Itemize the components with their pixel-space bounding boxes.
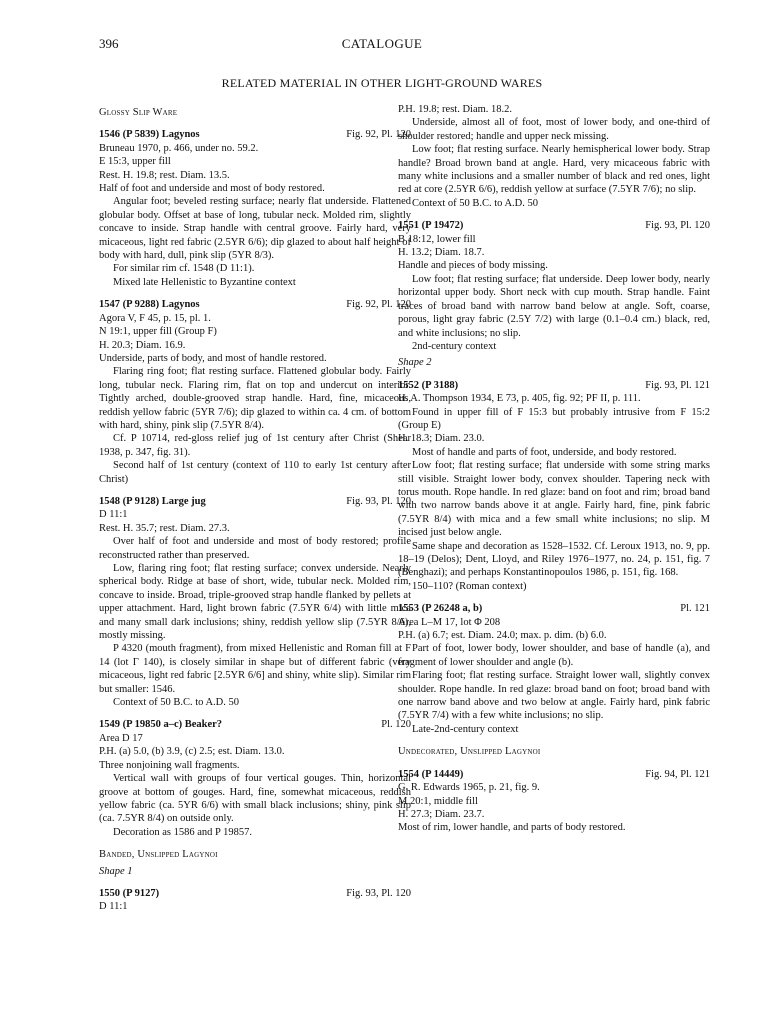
entry-paragraph: Found in upper fill of F 15:3 but probably intrusive from F 15:2 (Group E)	[398, 406, 710, 431]
right-column	[398, 103, 710, 835]
entry-detail: H. 27.3; Diam. 23.7.	[398, 808, 485, 820]
entry-paragraph: 150–110? (Roman context)	[412, 580, 527, 592]
entry-detail: H. 18.3; Diam. 23.0.	[398, 433, 485, 445]
entry-detail: H. 13.2; Diam. 18.7.	[398, 247, 485, 259]
entry-paragraph: Low, flaring ring foot; flat resting surface; convex underside. Nearly spherical body. Ridge at base of short, wide, tubular neck. Molded rim, concave to inside. Broad, triple-grooved strap handle flanked by pellets at upper attachment. Hard, light brown fabric (7.5YR 6/4) with little mica and many small dark inclusions; shiny, reddish yellow slip (7.5YR 8/6), mostly missing.	[99, 563, 411, 642]
entry-detail: Area L–M 17, lot Φ 208	[398, 616, 501, 628]
entry-detail: Agora V, F 45, p. 15, pl. 1.	[99, 312, 211, 324]
entry-detail: P.H. (a) 6.7; est. Diam. 24.0; max. p. dim. (b) 6.0.	[398, 630, 607, 642]
entry-detail: Rest. H. 35.7; rest. Diam. 27.3.	[99, 522, 230, 534]
figure-reference: Pl. 121	[680, 603, 710, 615]
entry-detail: Rest. H. 19.8; rest. Diam. 13.5.	[99, 169, 230, 181]
entry-paragraph: Part of foot, lower body, lower shoulder, and base of handle (a), and fragment of lower shoulder and angle (b).	[398, 643, 710, 668]
left-column	[99, 103, 411, 914]
entry-detail: Half of foot and underside and most of body restored.	[99, 183, 325, 195]
entry-paragraph: Low foot; flat resting surface; flat underside with some string marks still visible. Straight lower body, convex shoulder. Tapering neck with torus mouth. Rope handle. In red glaze: band on foot and rim; broad band with two narrow bands above it at angle. Fairly hard, fine, pink fabric (7.5YR 8/4) with mica and a few small white inclusions; no slip. M incised just below angle.	[398, 460, 710, 539]
entry-number: 1549 (P 19850 a–c) Beaker?	[99, 719, 223, 731]
entry-paragraph: Late-2nd-century context	[412, 723, 519, 735]
entry-paragraph: 2nd-century context	[412, 340, 497, 352]
figure-reference: Fig. 93, Pl. 120	[346, 887, 411, 899]
entry-number: 1548 (P 9128) Large jug	[99, 495, 206, 507]
entry-detail: Most of rim, lower handle, and parts of body restored.	[398, 822, 626, 834]
entry-paragraph: Angular foot; beveled resting surface; nearly flat underside. Flattened globular body. Offset at base of long, tubular neck. Molded rim, slightly concave to inside. Strap handle with central groove. Fairly hard, very micaceous, light red fabric (2.5YR 6/6); dip glazed to about half height of body with hard, dull, pink slip (5YR 8/3).	[99, 196, 411, 262]
figure-reference: Fig. 93, Pl. 120	[346, 495, 411, 507]
entry-number: 1547 (P 9288) Lagynos	[99, 299, 200, 311]
figure-reference: Pl. 120	[381, 719, 411, 731]
entry-detail: Underside, parts of body, and most of handle restored.	[99, 352, 327, 364]
entry-paragraph: For similar rim cf. 1548 (D 11:1).	[113, 263, 255, 275]
entry-number: 1551 (P 19472)	[398, 220, 464, 232]
shape-heading: Shape 1	[99, 865, 133, 877]
entry-paragraph: Low foot; flat resting surface. Nearly hemispherical lower body. Strap handle? Broad brown band at angle. Hard, very micaceous fabric with many white inclusions and a smaller number of black and red ones, light red at core (2.5YR 6/6), reddish yellow at surface (7.5YR 7/6); no slip.	[398, 144, 710, 196]
entry-heading	[99, 887, 411, 900]
entry-paragraph: Decoration as 1586 and P 19857.	[113, 826, 253, 838]
entry-paragraph: Context of 50 B.C. to A.D. 50	[113, 697, 240, 709]
entry-number: 1546 (P 5839) Lagynos	[99, 129, 200, 141]
entry-paragraph: Flaring ring foot; flat resting surface. Flattened globular body. Fairly long, tubular neck. Flaring rim, flat on top and undercut on interior. Tightly arched, double-grooved strap handle. Hard, fine, micaceous, reddish yellow fabric (5YR 7/6); dip glazed to within ca. 4 cm. of bottom with hard, shiny, pink slip (7.5YR 8/4).	[99, 366, 411, 431]
entry-detail: P.H. 19.8; rest. Diam. 18.2.	[398, 104, 513, 115]
entry-number: 1552 (P 3188)	[398, 379, 459, 391]
entry-paragraph: P 4320 (mouth fragment), from mixed Hellenistic and Roman fill at F 14 (lot Γ 140), is closely similar in shape but of different fabric (very micaceous, light red fabric [2.5YR 6/6] and shiny, white slip). Similar rim but smaller: 1546.	[99, 643, 411, 695]
subsection-heading: Banded, Unslipped Lagynoi	[99, 849, 218, 861]
entry-paragraph: Underside, almost all of foot, most of lower body, and one-third of shoulder restored; handle and upper neck missing.	[398, 117, 710, 142]
page-number: 396	[99, 36, 119, 51]
running-title: CATALOGUE	[341, 36, 423, 51]
entry-detail: P.H. (a) 5.0, (b) 3.9, (c) 2.5; est. Diam. 13.0.	[99, 746, 285, 758]
entry-paragraph: Most of handle and parts of foot, underside, and body restored.	[412, 446, 677, 458]
subsection-heading: Undecorated, Unslipped Lagynoi	[398, 746, 541, 758]
entry-heading	[398, 602, 710, 615]
entry-heading	[99, 298, 411, 311]
entry-heading	[398, 219, 710, 232]
entry-detail: Three nonjoining wall fragments.	[99, 759, 240, 771]
entry-paragraph: Over half of foot and underside and most of body restored; profile reconstructed rather than preserved.	[99, 536, 411, 561]
entry-detail: H. A. Thompson 1934, E 73, p. 405, fig. 92; PF II, p. 111.	[398, 393, 641, 405]
entry-paragraph: Cf. P 10714, red-gloss relief jug of 1st century after Christ (Shear 1938, p. 347, fig. 31).	[99, 433, 411, 458]
entry-detail: E 15:3, upper fill	[99, 156, 171, 168]
entry-paragraph: Mixed late Hellenistic to Byzantine context	[113, 276, 296, 288]
figure-reference: Fig. 92, Pl. 120	[346, 299, 411, 311]
entry-paragraph: Flaring foot; flat resting surface. Straight lower wall, slightly convex shoulder. Rope handle. In red glaze: broad band on foot; broad band with one narrow band above and two below at angle. Fairly hard, pink fabric (7.5YR 7/4) with a few white inclusions; no slip.	[398, 670, 710, 722]
entry-detail: Area D 17	[99, 732, 143, 744]
entry-detail: M 20:1, middle fill	[398, 795, 478, 807]
entry-paragraph: Same shape and decoration as 1528–1532. Cf. Leroux 1913, no. 9, pp. 18–19 (Delos); Dent, Lloyd, and Riley 1976–1977, no. 24, p. 151, fig. 7 (Benghazi); and perhaps Konstantinopoulos 1986, p. 151, fig. 168.	[398, 540, 710, 579]
subsection-heading: Glossy Slip Ware	[99, 107, 178, 118]
section-title: RELATED MATERIAL IN OTHER LIGHT-GROUND WARES	[221, 76, 543, 90]
entry-detail: B 18:12, lower fill	[398, 233, 476, 245]
entry-heading	[398, 768, 710, 781]
entry-detail: Handle and pieces of body missing.	[398, 260, 548, 272]
entry-paragraph: Context of 50 B.C. to A.D. 50	[412, 197, 539, 209]
entry-detail: N 19:1, upper fill (Group F)	[99, 326, 217, 338]
entry-number: 1554 (P 14449)	[398, 768, 464, 780]
entry-paragraph: Vertical wall with groups of four vertical gouges. Thin, horizontal groove at bottom of gouges. Hard, fine, somewhat micaceous, reddish yellow fabric (ca. 5YR 6/6) with small black inclusions; shiny, pink slip (ca. 7.5YR 8/4) on outside only.	[99, 773, 411, 825]
entry-detail: D 11:1	[99, 901, 128, 913]
entry-detail: H. 20.3; Diam. 16.9.	[99, 339, 186, 351]
entry-number: 1550 (P 9127)	[99, 887, 160, 899]
entry-detail: G. R. Edwards 1965, p. 21, fig. 9.	[398, 782, 540, 794]
entry-paragraph: Low foot; flat resting surface; flat underside. Deep lower body, nearly horizontal upper body. Short neck with cup mouth. Strap handle. Faint traces of broad band with narrow band below at angle. Soft, coarse, porous, light gray fabric (2.5Y 7/2) with large (0.1–0.4 cm.) black, red, and white inclusions; no slip.	[398, 273, 710, 339]
page-header	[0, 36, 764, 56]
entry-paragraph: Second half of 1st century (context of 110 to early 1st century after Christ)	[99, 460, 411, 485]
figure-reference: Fig. 94, Pl. 121	[645, 768, 710, 780]
figure-reference: Fig. 92, Pl. 120	[346, 129, 411, 141]
shape-heading: Shape 2	[398, 357, 432, 369]
entry-detail: D 11:1	[99, 509, 128, 521]
figure-reference: Fig. 93, Pl. 121	[645, 379, 710, 391]
figure-reference: Fig. 93, Pl. 120	[645, 220, 710, 232]
entry-heading	[99, 128, 411, 141]
entry-heading	[99, 495, 411, 508]
entry-heading	[398, 379, 710, 392]
entry-number: 1553 (P 26248 a, b)	[398, 603, 483, 615]
entry-heading	[99, 718, 411, 731]
entry-detail: Bruneau 1970, p. 466, under no. 59.2.	[99, 142, 259, 154]
